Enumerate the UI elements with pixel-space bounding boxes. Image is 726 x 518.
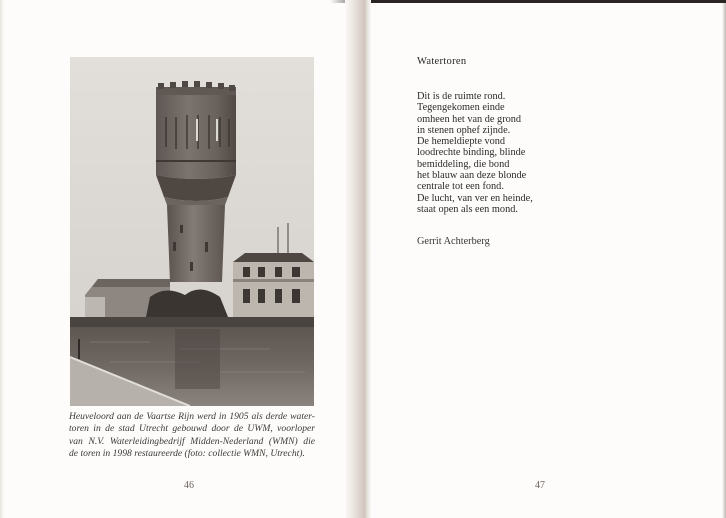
poem-body — [417, 91, 533, 215]
water-tower-photo — [70, 57, 314, 406]
poem-line: Tegengekomen einde — [417, 102, 505, 114]
poem-author: Gerrit Achterberg — [417, 236, 490, 247]
top-edge — [365, 0, 726, 3]
caption-line: Heuveloord aan de Vaartse Rijn werd in 1905 als derde water- — [69, 411, 315, 422]
page-edge-right — [722, 0, 726, 518]
poem-line: centrale tot een fond. — [417, 181, 504, 193]
caption-line: van N.V. Waterleidingbedrijf Midden-Nederland (WMN) die — [69, 435, 315, 447]
poem-line: De hemeldiepte vond — [417, 136, 506, 148]
poem-line: staat open als een mond. — [417, 203, 518, 215]
poem-line: bemiddeling, die bond — [417, 158, 510, 170]
poem-line: omheen het van de grond — [417, 113, 522, 125]
poem-line: het blauw aan deze blonde — [417, 170, 527, 182]
poem-line: Dit is de ruimte rond. — [417, 91, 506, 102]
left-page — [0, 0, 350, 518]
poem-line: loodrechte binding, blinde — [417, 147, 526, 159]
page-number-left: 46 — [184, 480, 194, 491]
poem-line: in stenen ophef zijnde. — [417, 124, 511, 136]
page-number-right: 47 — [535, 480, 545, 491]
caption-line: toren in de stad Utrecht gebouwd door de UWM, voorloper — [69, 423, 315, 435]
photo-caption — [69, 411, 315, 461]
caption-line: de toren in 1998 restaureerde (foto: collectie WMN, Utrecht). — [69, 448, 305, 460]
poem-title: Watertoren — [417, 56, 467, 67]
poem-line: De lucht, van ver en heinde, — [417, 192, 533, 204]
